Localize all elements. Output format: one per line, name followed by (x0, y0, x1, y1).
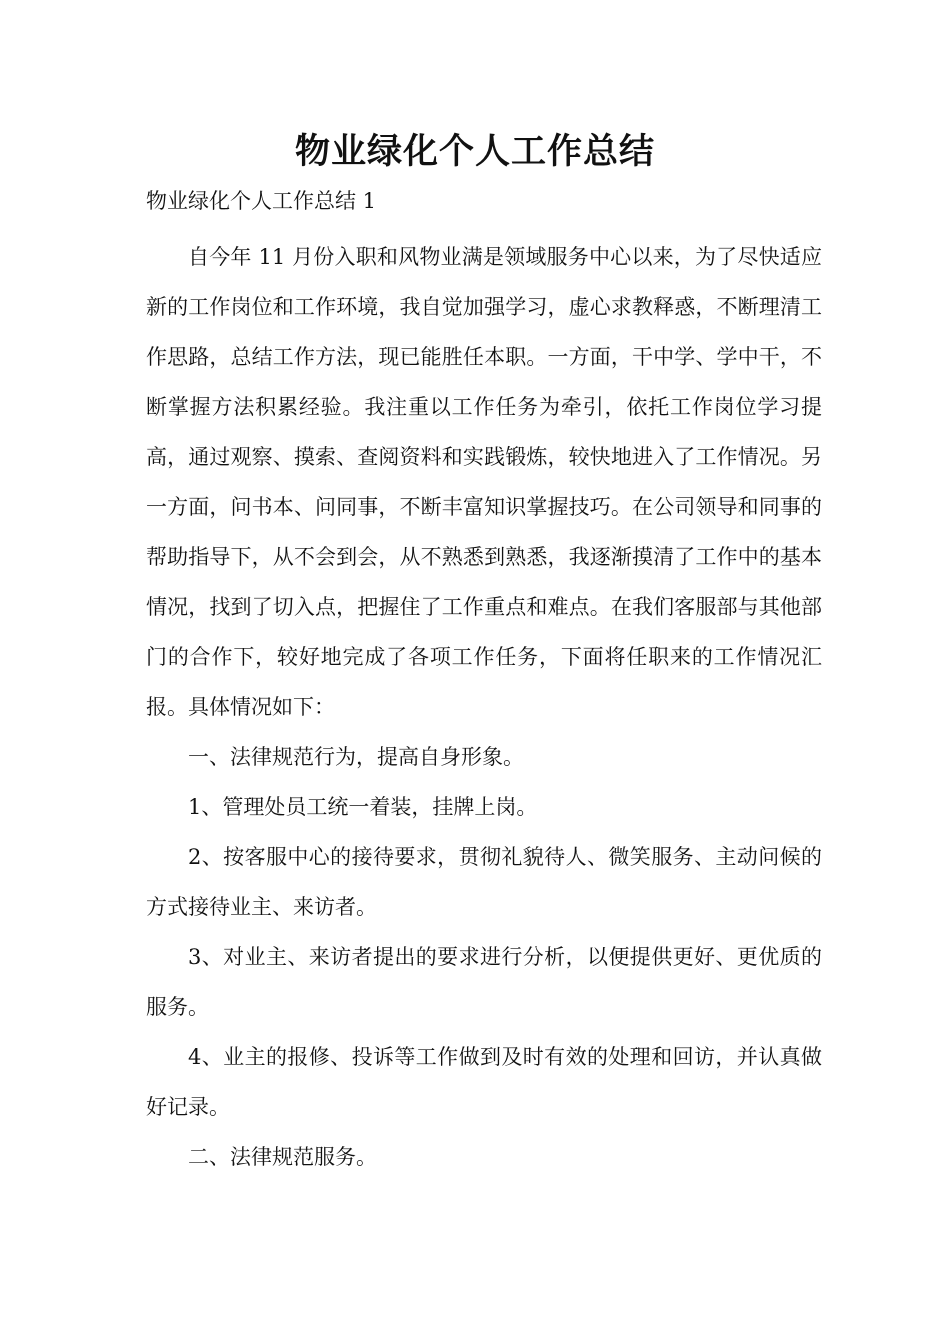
section-heading-1: 一、法律规范行为，提高自身形象。 (188, 745, 524, 769)
list-item-4: 4、业主的报修、投诉等工作做到及时有效的处理和回访，并认真做好记录。 (146, 1045, 822, 1119)
document-title: 物业绿化个人工作总结 (294, 132, 655, 172)
document-body (146, 232, 822, 1182)
paragraph-intro: 自今年 11 月份入职和风物业满是领域服务中心以来，为了尽快适应新的工作岗位和工作环境，我自觉加强学习，虚心求教释惑，不断理清工作思路，总结工作方法，现已能胜任本职。一方面，干中学、学中干，不断掌握方法积累经验。我注重以工作任务为牵引，依托工作岗位学习提高，通过观察、摸索、查阅资料和实践锻炼，较快地进入了工作情况。另一方面，问书本、问同事，不断丰富知识掌握技巧。在公司领导和同事的帮助指导下，从不会到会，从不熟悉到熟悉，我逐渐摸清了工作中的基本情况，找到了切入点，把握住了工作重点和难点。在我们客服部与其他部门的合作下，较好地完成了各项工作任务，下面将任职来的工作情况汇报。具体情况如下： (146, 245, 822, 719)
list-item-1: 1、管理处员工统一着装，挂牌上岗。 (188, 795, 538, 819)
document-subtitle: 物业绿化个人工作总结 1 (146, 189, 377, 213)
section-heading-2: 二、法律规范服务。 (188, 1145, 377, 1169)
list-item-2: 2、按客服中心的接待要求，贯彻礼貌待人、微笑服务、主动问候的方式接待业主、来访者。 (146, 845, 822, 919)
list-item-3: 3、对业主、来访者提出的要求进行分析，以便提供更好、更优质的服务。 (146, 945, 822, 1019)
